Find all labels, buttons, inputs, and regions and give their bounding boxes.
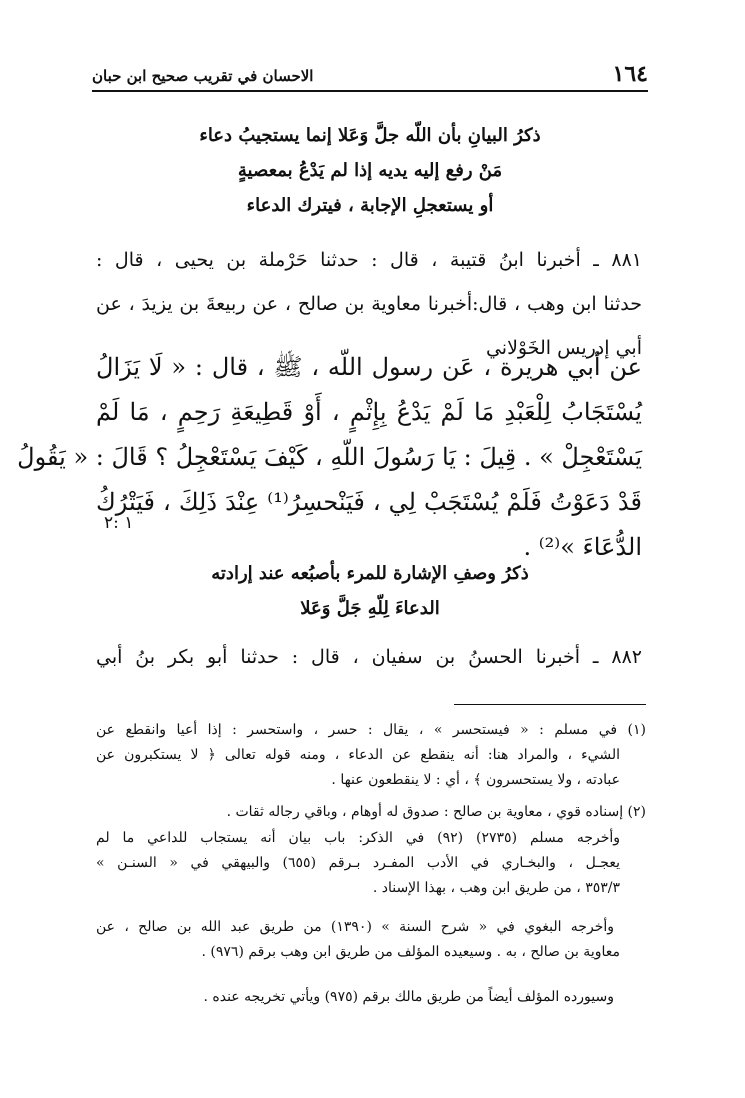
chapter-heading-2 [92,556,648,626]
heading-2-line-1: ذكرُ وصفِ الإشارة للمرء بأصبُعه عند إرادته [211,563,529,584]
isnad-881-line-2: حدثنا ابن وهب ، قال:أخبرنا معاوية بن صالح ، عن ربيعةَ بن يزيدَ ، عن [96,293,642,315]
footnote-2-line-5: وأخرجه البغوي في « شرح السنة » (١٣٩٠) من طريق عبد الله بن صالح ، عن [96,919,614,935]
footnote-2-malik [96,985,646,1010]
heading-1-line-2: مَنْ رفع إليه يديه إذا لم يَدْعُ بمعصيةٍ [237,160,503,181]
isnad-882 [96,635,642,679]
hadith-line-4: قَدْ دَعَوْتُ فَلَمْ يُسْتَجَبْ لِي ، فَيَنْحسِرُ⁽¹⁾ عِنْدَ ذَلِكَ ، فَيَتْرُكُ [96,488,642,516]
heading-1-line-1: ذكرُ البيانِ بأن اللّه جلَّ وَعَلا إنما يستجيبُ دعاء [199,125,541,146]
footnote-2-line-2: وأخرجه مسلم (٢٧٣٥) (٩٢) في الذكر: باب بيان أنه يستجاب للداعي ما لم [96,830,621,846]
footnote-2-muslim [96,826,646,901]
footnote-2-line-6: معاوية بن صالح ، به . وسيعيده المؤلف من طريق ابن وهب برقم (٩٧٦) . [201,944,620,960]
heading-2-line-2: الدعاءَ لِلّهِ جَلَّ وَعَلا [300,598,440,619]
footnote-2-line-7: وسيورده المؤلف أيضاً من طريق مالك برقم (٩٧٥) ويأتي تخريجه عنده . [203,989,614,1005]
chapter-heading-1 [92,118,648,223]
isnad-881-line-3: أبي إدريس الخَوْلاني [485,337,642,359]
reference-marker: ١ :٢ [104,513,134,533]
page-header [92,60,648,92]
hadith-text [17,345,642,570]
footnote-1-line-1: (١) في مسلم : « فيستحسر » ، يقال : حسر ، واستحسر : إذا أعيا وانقطع عن [96,722,646,738]
footnote-1-line-2: الشيء ، والمراد هنا: أنه ينقطع عن الدعاء ، ومنه قوله تعالى ﴿ لا يستكبرون عن [96,747,620,763]
running-title: الاحسان في تقريب صحيح ابن حبان [92,67,314,85]
hadith-line-2: يُسْتَجَابُ لِلْعَبْدِ مَا لَمْ يَدْعُ بِإِثْمٍ ، أَوْ قَطِيعَةِ رَحِمٍ ، مَا لَمْ [96,398,642,426]
footnote-separator [454,704,646,705]
footnote-2-baghawi [96,915,646,965]
hadith-line-5: الدُّعَاءَ »⁽²⁾ . [523,533,642,561]
footnote-1 [96,718,646,793]
isnad-882-line-1: ٨٨٢ ـ أخبرنا الحسنُ بن سفيان ، قال : حدثنا أبو بكر بنُ أبي [96,646,642,668]
footnote-2-line-4: ٣٥٣/٣ ، من طريق ابن وهب ، بهذا الإسناد . [372,880,620,896]
heading-1-line-3: أو يستعجلِ الإجابة ، فيترك الدعاء [246,195,494,216]
footnote-2 [96,800,646,825]
footnote-2-line-1: (٢) إسناده قوي ، معاوية بن صالح : صدوق له أوهام ، وباقي رجاله ثقات . [226,804,646,820]
hadith-line-1: عن أبي هريرة ، عَن رسول اللّه ، ﷺ ، قال : « لَا يَزَالُ [96,353,642,381]
isnad-881-line-1: ٨٨١ ـ أخبرنا ابنُ قتيبة ، قال : حدثنا حَرْملة بن يحيى ، قال : [96,249,642,271]
page-number: ١٦٤ [612,61,648,87]
footnote-1-line-3: عبادته ، ولا يستحسرون ﴾ ، أي : لا ينقطعون عنها . [331,772,620,788]
hadith-line-3: يَسْتَعْجِلْ » . قِيلَ : يَا رَسُولَ اللّهِ ، كَيْفَ يَسْتَعْجِلُ ؟ قَالَ : « يَقُولُ [17,443,642,471]
footnote-2-line-3: يعجـل ، والبخـاري في الأدب المفـرد بـرقم (٦٥٥) والبيهقي في « السنـن » [96,855,620,871]
